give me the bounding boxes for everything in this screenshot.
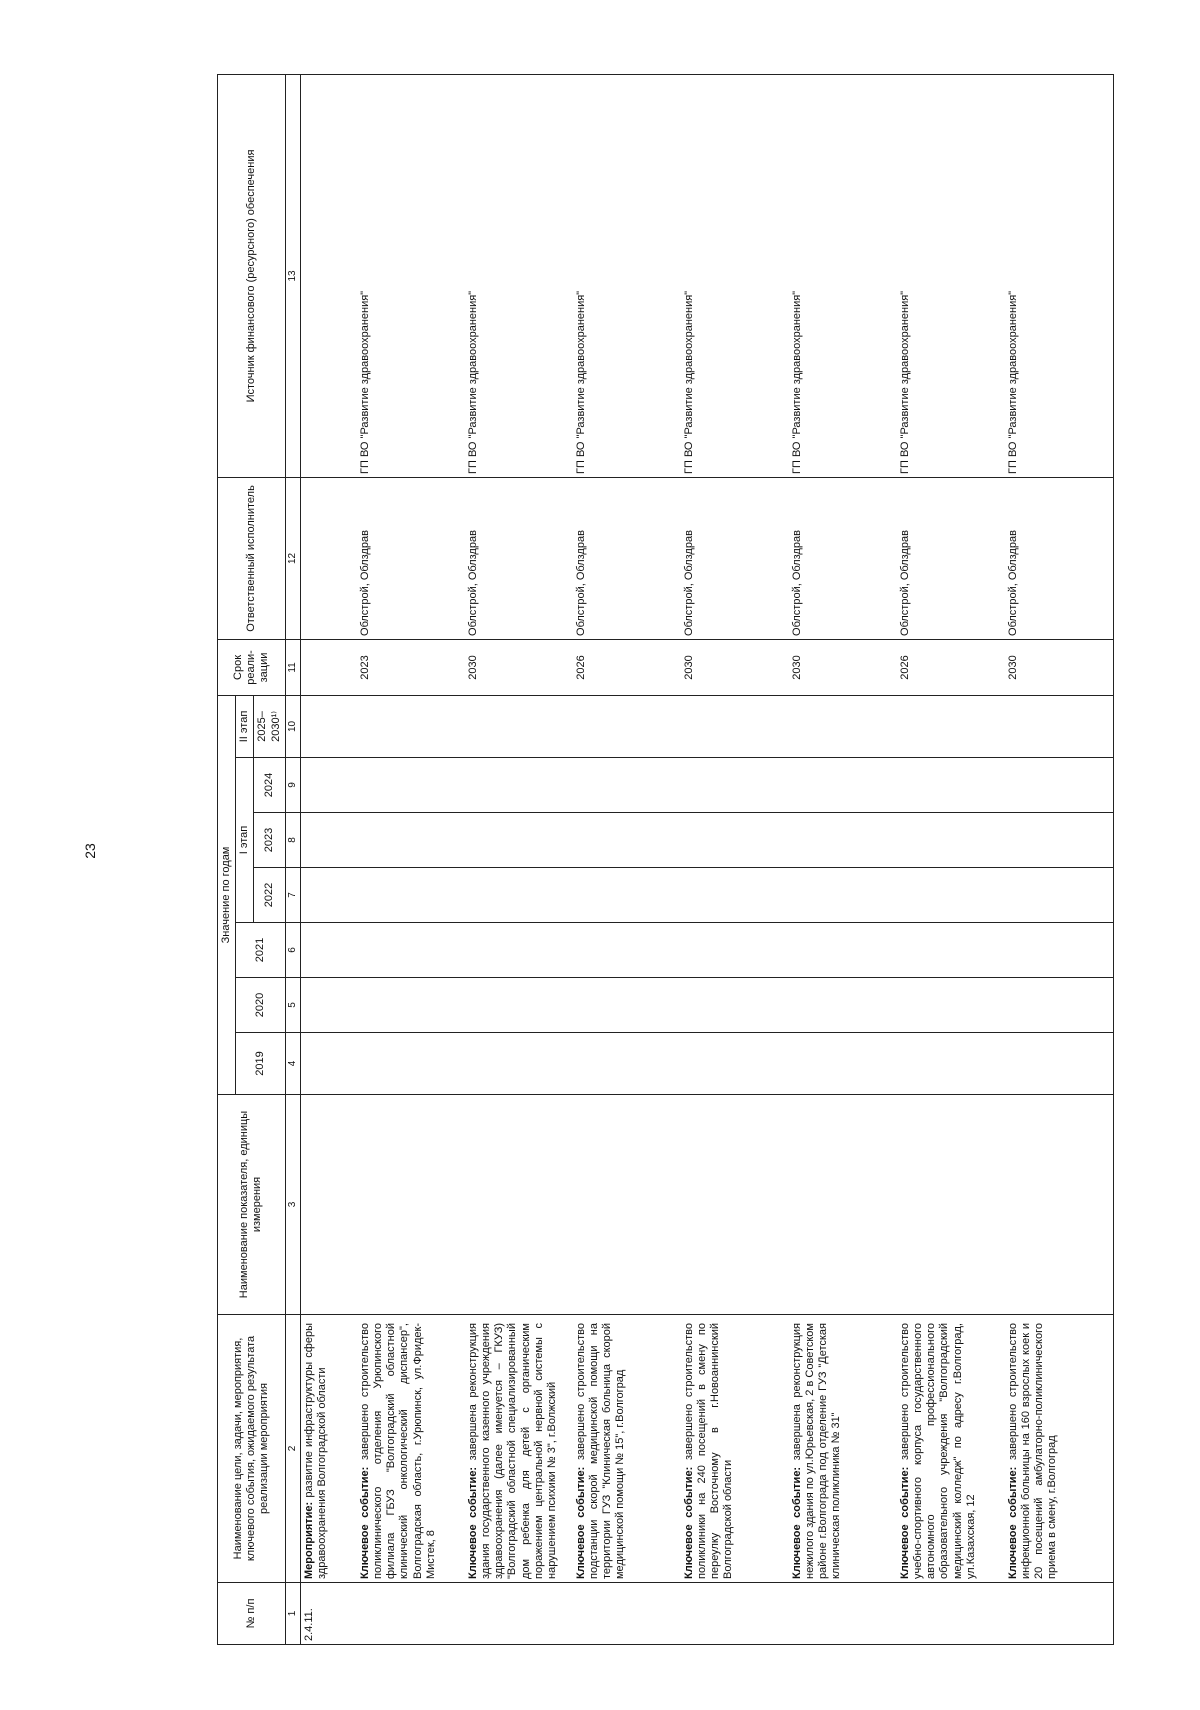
row-number (357, 1583, 465, 1645)
row-executor: Облстрой, Облздрав (681, 477, 789, 639)
table-row (357, 74, 465, 1644)
header-2019: 2019 (236, 1033, 286, 1095)
column-number: 2 (285, 1315, 300, 1583)
row-number (897, 1583, 1005, 1645)
header-2023: 2023 (254, 813, 285, 868)
row-text: завершено строительство учебно-спортивного корпуса государственного автономного профессионального образовательного учреждения "Волгоградский медицинский колледж" по адресу г.Волгоград, ул.Казахская, 12 (898, 1323, 977, 1579)
column-numbers-row (285, 74, 300, 1644)
row-label: Ключевое событие: (898, 1466, 911, 1579)
row-source: ГП ВО "Развитие здравоохранения" (465, 74, 573, 477)
column-number: 7 (285, 868, 300, 923)
column-number: 12 (285, 477, 300, 639)
column-number: 10 (285, 695, 300, 757)
row-description (1005, 1315, 1114, 1583)
header-term: Срок реали-зации (218, 639, 286, 695)
header-2024: 2024 (254, 758, 285, 813)
row-number (465, 1583, 573, 1645)
row-executor: Облстрой, Облздрав (465, 477, 573, 639)
row-label: Мероприятие: (302, 1501, 315, 1579)
row-number (573, 1583, 681, 1645)
row-executor: Облстрой, Облздрав (897, 477, 1005, 639)
header-2021: 2021 (236, 923, 286, 978)
column-number: 5 (285, 978, 300, 1033)
row-term: 2030 (681, 639, 789, 695)
table-row (573, 74, 681, 1644)
row-label: Ключевое событие: (358, 1466, 371, 1579)
row-term: 2023 (357, 639, 465, 695)
row-source: ГП ВО "Развитие здравоохранения" (573, 74, 681, 477)
column-number: 11 (285, 639, 300, 695)
row-term (300, 639, 357, 695)
row-term: 2030 (1005, 639, 1114, 695)
table-row (789, 74, 897, 1644)
row-text: развитие инфраструктуры сферы здравоохранения Волгоградской области (302, 1323, 328, 1579)
row-description (681, 1315, 789, 1583)
row-executor: Облстрой, Облздрав (573, 477, 681, 639)
header-no: № п/п (218, 1583, 286, 1645)
row-source: ГП ВО "Развитие здравоохранения" (897, 74, 1005, 477)
row-number (681, 1583, 789, 1645)
row-label: Ключевое событие: (682, 1466, 695, 1579)
header-executor: Ответственный исполнитель (218, 477, 286, 639)
table-row (1005, 74, 1114, 1644)
row-description (897, 1315, 1005, 1583)
row-source: ГП ВО "Развитие здравоохранения" (357, 74, 465, 477)
row-text: завершена реконструкция нежилого здания по ул.Юрьевская, 2 в Советском районе г.Волгограда под отделение ГУЗ "Детская клиническая поликлиника № 31" (790, 1323, 843, 1579)
row-source: ГП ВО "Развитие здравоохранения" (681, 74, 789, 477)
row-label: Ключевое событие: (466, 1466, 479, 1579)
row-label: Ключевое событие: (790, 1466, 803, 1579)
table-body (300, 74, 1113, 1644)
header-2020: 2020 (236, 978, 286, 1033)
row-term: 2026 (573, 639, 681, 695)
row-text: завершено строительство инфекционной больницы на 160 взрослых коек и 20 посещений амбулаторно-поликлинического приема в смену, г.Волгоград (1006, 1323, 1059, 1579)
header-source: Источник финансового (ресурсного) обеспечения (218, 74, 286, 477)
column-number: 8 (285, 813, 300, 868)
row-number (1005, 1583, 1114, 1645)
page-number: 23 (82, 843, 98, 859)
row-description (573, 1315, 681, 1583)
row-executor: Облстрой, Облздрав (1005, 477, 1114, 639)
row-source (300, 74, 357, 477)
row-text: завершена реконструкция здания государственного казенного учреждения здравоохранения (далее именуется – ГКУЗ) "Волгоградский областной специализированный дом ребенка для детей с органическим поражением центральной нервной системы с нарушением психики № 3", г.Волжский (466, 1323, 558, 1579)
header-2022: 2022 (254, 868, 285, 923)
row-executor (300, 477, 357, 639)
header-stage1: I этап (236, 758, 254, 923)
rotated-table-area (217, 75, 1097, 1645)
column-number: 9 (285, 758, 300, 813)
table-row (465, 74, 573, 1644)
table-row (300, 74, 357, 1644)
header-indicator: Наименование показателя, единицы измерения (218, 1095, 286, 1315)
header-stage2: II этап (236, 695, 254, 757)
row-label: Ключевое событие: (1006, 1466, 1019, 1579)
row-description (357, 1315, 465, 1583)
program-table (217, 74, 1114, 1645)
header-values-by-year: Значение по годам (218, 695, 236, 1094)
header-name: Наименование цели, задачи, мероприятия, ключевого события, ожидаемого результата реализации мероприятия (218, 1315, 286, 1583)
row-label: Ключевое событие: (574, 1466, 587, 1579)
row-number: 2.4.11. (300, 1583, 357, 1645)
row-text: завершено строительство поликлинического отделения Урюпинского филиала ГБУЗ "Волгоградский областной клинический онкологический диспансер", Волгоградская область, г.Урюпинск, ул.Фридек-Мистек, 8 (358, 1323, 437, 1579)
row-term: 2030 (789, 639, 897, 695)
column-number: 6 (285, 923, 300, 978)
column-number: 1 (285, 1583, 300, 1645)
table-row (681, 74, 789, 1644)
column-number: 3 (285, 1095, 300, 1315)
row-description (465, 1315, 573, 1583)
column-number: 4 (285, 1033, 300, 1095)
row-description (300, 1315, 357, 1583)
row-executor: Облстрой, Облздрав (789, 477, 897, 639)
row-term: 2026 (897, 639, 1005, 695)
table-row (897, 74, 1005, 1644)
row-number (789, 1583, 897, 1645)
row-source: ГП ВО "Развитие здравоохранения" (1005, 74, 1114, 477)
header-2025-2030: 2025–2030¹⁾ (254, 695, 285, 757)
column-number: 13 (285, 74, 300, 477)
row-executor: Облстрой, Облздрав (357, 477, 465, 639)
row-text: завершено строительство подстанции скорой медицинской помощи на территории ГУЗ "Клиническая больница скорой медицинской помощи № 15", г.Волгоград (574, 1323, 627, 1579)
row-description (789, 1315, 897, 1583)
row-text: завершено строительство поликлиники на 240 посещений в смену по переулку Восточному в г.Новоаннинский Волгоградской области (682, 1323, 735, 1579)
row-term: 2030 (465, 639, 573, 695)
table-header (218, 74, 301, 1644)
row-source: ГП ВО "Развитие здравоохранения" (789, 74, 897, 477)
